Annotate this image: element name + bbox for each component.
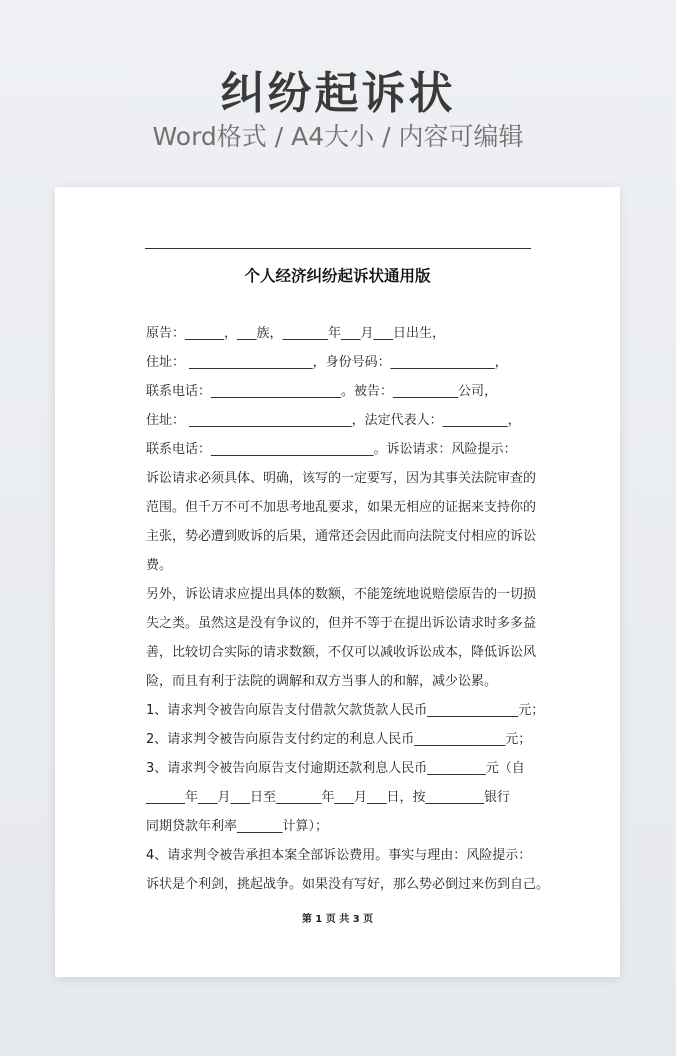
hero-subtitle: Word格式 / A4大小 / 内容可编辑 bbox=[152, 122, 524, 151]
body-line: 同期贷款年利率_______计算）； bbox=[146, 819, 329, 834]
body-line: 主张，势必遭到败诉的后果，通常还会因此而向法院支付相应的诉讼 bbox=[146, 529, 537, 544]
body-line: 费。 bbox=[146, 558, 173, 573]
document-body bbox=[146, 319, 550, 899]
body-line: 3、请求判令被告向原告支付逾期还款利息人民币_________元（自 bbox=[146, 761, 525, 776]
body-line: 另外，诉讼请求应提出具体的数额，不能笼统地说赔偿原告的一切损 bbox=[146, 587, 537, 602]
body-line: 4、请求判令被告承担本案全部诉讼费用。事实与理由：风险提示： bbox=[146, 848, 532, 863]
hero-title: 纠纷起诉状 bbox=[220, 68, 456, 119]
header-rule bbox=[145, 248, 531, 249]
document-title: 个人经济纠纷起诉状通用版 bbox=[244, 267, 431, 285]
body-line: ______年___月___日至_______年___月___日，按_________银行 bbox=[146, 790, 511, 805]
body-line: 诉状是个利剑，挑起战争。如果没有写好，那么势必倒过来伤到自己。 bbox=[146, 877, 550, 892]
body-line: 联系电话：____________________。被告：__________公司， bbox=[146, 384, 498, 399]
body-line: 住址： ___________________，身份号码：________________， bbox=[146, 355, 508, 370]
body-line: 范围。但千万不可不加思考地乱要求，如果无相应的证据来支持你的 bbox=[146, 500, 537, 515]
body-line: 1、请求判令被告向原告支付借款欠款货款人民币______________元； bbox=[146, 703, 545, 718]
body-line: 住址： _________________________，法定代表人：__________， bbox=[146, 413, 521, 428]
body-line: 2、请求判令被告向原告支付约定的利息人民币______________元； bbox=[146, 732, 532, 747]
page-number: 第 1 页 共 3 页 bbox=[301, 914, 374, 925]
body-line: 联系电话：_________________________。诉讼请求：风险提示： bbox=[146, 442, 517, 457]
body-line: 原告：______，___族，_______年___月___日出生， bbox=[146, 326, 446, 341]
body-line: 失之类。虽然这是没有争议的，但并不等于在提出诉讼请求时多多益 bbox=[146, 616, 537, 631]
body-line: 善，比较切合实际的请求数额，不仅可以减收诉讼成本，降低诉讼风 bbox=[146, 645, 537, 660]
document-page bbox=[55, 187, 620, 977]
body-line: 诉讼请求必须具体、明确，该写的一定要写，因为其事关法院审查的 bbox=[146, 471, 537, 486]
body-line: 险，而且有利于法院的调解和双方当事人的和解，减少讼累。 bbox=[146, 674, 498, 689]
